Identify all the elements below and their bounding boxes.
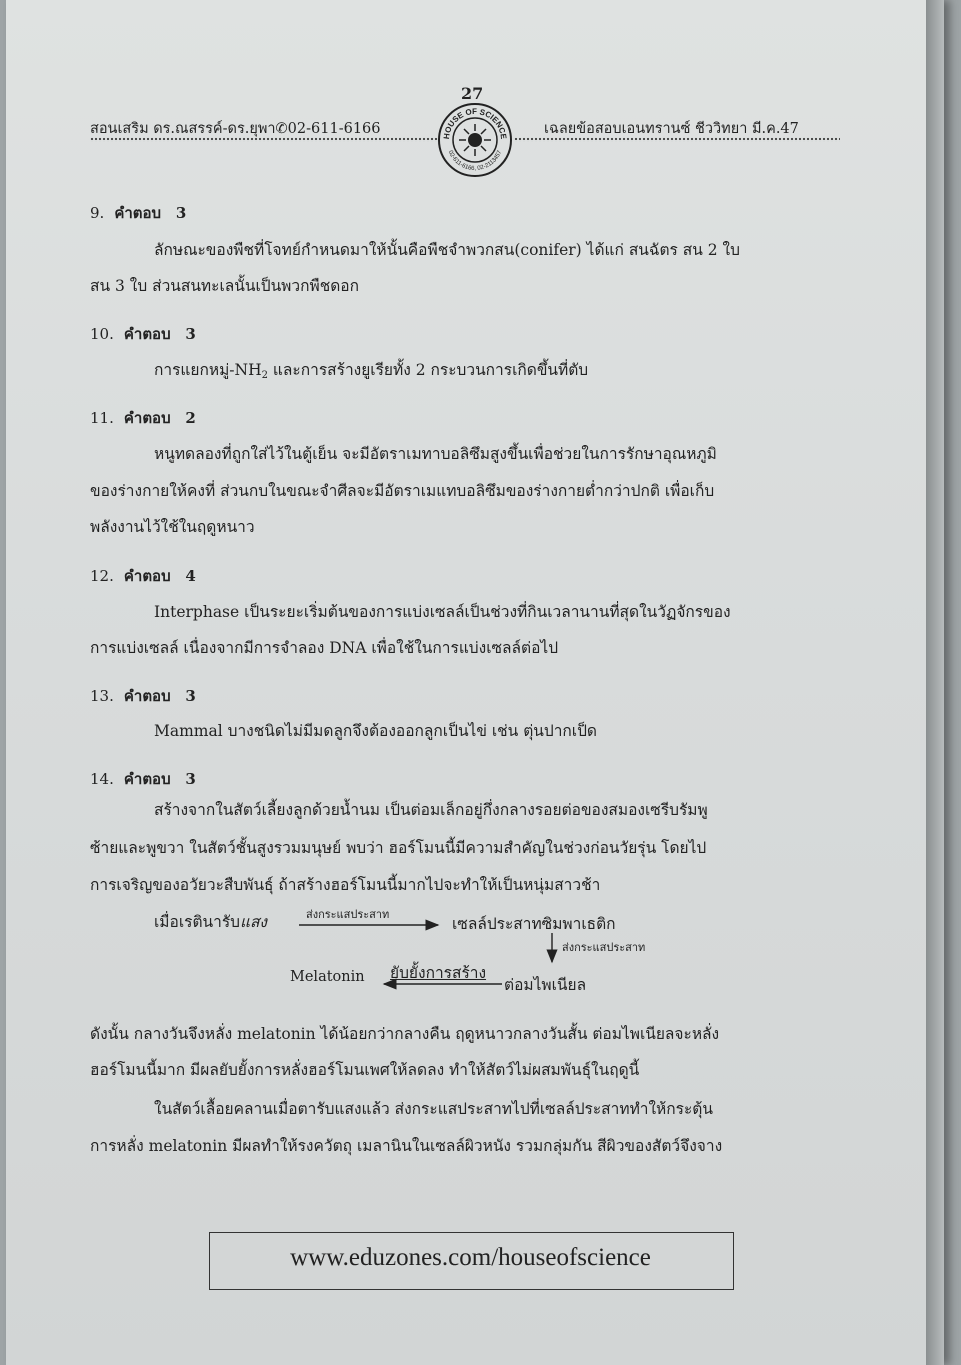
answer-11-line-1: หนูทดลองที่ถูกใส่ไว้ในตู้เย็น จะมีอัตราเมทาบอลิซึมสูงขึ้นเพื่อช่วยในการรักษาอุณหภูมิ [154, 445, 717, 463]
answer-14-line-2: ซ้ายและพูขวา ในสัตว์ชั้นสูงรวมมนุษย์ พบว่า ฮอร์โมนนี้มีความสำคัญในช่วงก่อนวัยรุ่น โดยไป [90, 839, 707, 857]
answer-14-heading: 14. คำตอบ 3 [90, 770, 196, 788]
diagram-node-pineal-gland: ต่อมไพเนียล [504, 976, 587, 994]
diagram-start-node: เมื่อเรตินารับแสง [154, 913, 268, 931]
diagram-node-sympathetic-neuron: เซลล์ประสาทซิมพาเธติก [452, 915, 616, 933]
diagram-arrow2-label: ส่งกระแสประสาท [562, 941, 646, 954]
conclusion-line-1: ดังนั้น กลางวันจึงหลั่ง melatonin ได้น้อยกว่ากลางคืน ฤดูหนาวกลางวันสั้น ต่อมไพเนียลจะหลั่ง [90, 1025, 720, 1043]
footer-url: www.eduzones.com/houseofscience [290, 1244, 651, 1271]
answer-13-line-1: Mammal บางชนิดไม่มีมดลูกจึงต้องออกลูกเป็นไข่ เช่น ตุ่นปากเป็ด [154, 722, 597, 740]
answer-9-line-2: สน 3 ใบ ส่วนสนทะเลนั้นเป็นพวกพืชดอก [90, 277, 359, 295]
answer-9-heading: 9. คำตอบ 3 [90, 204, 187, 222]
conclusion-line-4: การหลั่ง melatonin มีผลทำให้รงควัตถุ เมลานินในเซลล์ผิวหนัง รวมกลุ่มกัน สีผิวของสัตว์จึงจาง [90, 1137, 723, 1155]
answer-12-line-2: การแบ่งเซลล์ เนื่องจากมีการจำลอง DNA เพื่อใช้ในการแบ่งเซลล์ต่อไป [90, 639, 559, 657]
document-page [6, 0, 944, 1365]
answer-11-line-3: พลังงานไว้ใช้ในฤดูหนาว [90, 518, 255, 536]
answer-13-heading: 13. คำตอบ 3 [90, 687, 196, 705]
conclusion-line-2: ฮอร์โมนนี้มาก มีผลยับยั้งการหลั่งฮอร์โมนเพศให้ลดลง ทำให้สัตว์ไม่ผสมพันธุ์ในฤดูนี้ [90, 1061, 640, 1079]
answer-11-line-2: ของร่างกายให้คงที่ ส่วนกบในขณะจำศีลจะมีอัตราเมแทบอลิซึมของร่างกายต่ำกว่าปกติ เพื่อเก็บ [90, 482, 715, 500]
answer-10-line-1: การแยกหมู่$-NH_2$ และการสร้างยูเรียทั้ง 2 กระบวนการเกิดขึ้นที่ตับ [154, 361, 589, 381]
answer-14-line-3: การเจริญของอวัยวะสืบพันธุ์ ถ้าสร้างฮอร์โมนนี้มากไปจะทำให้เป็นหนุ่มสาวช้า [90, 876, 601, 894]
svg-text:02-611-6166, 02-2113457: 02-611-6166, 02-2113457 [446, 149, 504, 173]
header-right-text: เฉลยข้อสอบเอนทรานซ์ ชีววิทยา มี.ค.47 [544, 121, 799, 137]
diagram-node-melatonin: Melatonin [290, 969, 365, 985]
conclusion-line-3: ในสัตว์เลื้อยคลานเมื่อตารับแสงแล้ว ส่งกระแสประสาทไปที่เซลล์ประสาททำให้กระตุ้น [154, 1100, 713, 1118]
answer-10-heading: 10. คำตอบ 3 [90, 325, 196, 343]
answer-12-heading: 12. คำตอบ 4 [90, 567, 196, 585]
answer-9-line-1: ลักษณะของพืชที่โจทย์กำหนดมาให้นั้นคือพืชจำพวกสน(conifer) ได้แก่ สนฉัตร สน 2 ใบ [154, 241, 740, 259]
svg-text:HOUSE OF SCIENCE: HOUSE OF SCIENCE [441, 106, 509, 140]
answer-11-heading: 11. คำตอบ 2 [90, 409, 196, 427]
diagram-arrow3-label: ยับยั้งการสร้าง [390, 964, 487, 982]
diagram-arrows [6, 0, 944, 1365]
answer-12-line-1: Interphase เป็นระยะเริ่มต้นของการแบ่งเซลล์เป็นช่วงที่กินเวลานานที่สุดในวัฏจักรของ [154, 603, 731, 621]
answer-14-line-1: สร้างจากในสัตว์เลี้ยงลูกด้วยน้ำนม เป็นต่อมเล็กอยู่กึ่งกลางรอยต่อของสมองเซรีบรัมพู [154, 801, 708, 819]
diagram-arrow1-label: ส่งกระแสประสาท [306, 908, 390, 921]
page-number: 27 [461, 84, 484, 103]
header-left-text: สอนเสริม ดร.ณสรรค์-ดร.ยุพา✆02-611-6166 [90, 121, 381, 137]
